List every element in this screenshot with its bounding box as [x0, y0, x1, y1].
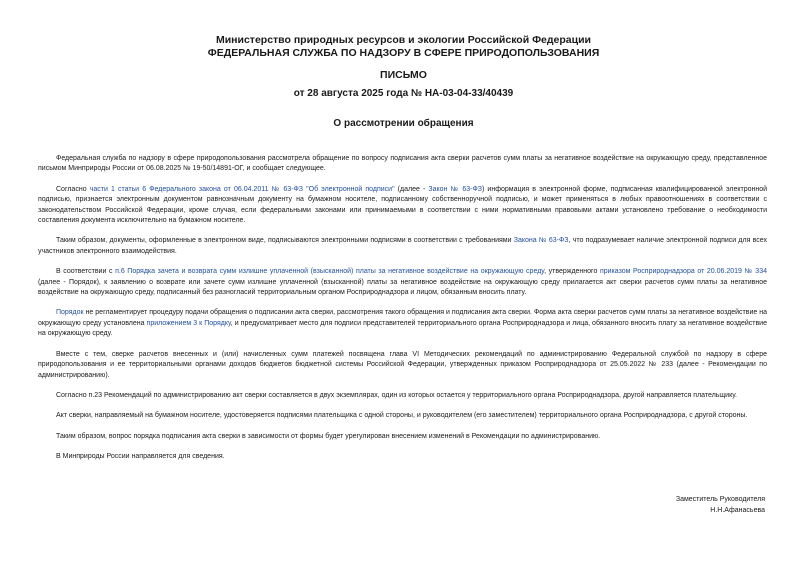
paragraph-text: (далее -: [394, 185, 429, 193]
paragraph-4: [38, 267, 767, 298]
paragraph-text: , и предусматривает место для подписи представителей территориального органа Росприроднадзора и лица, обязанного вносить плату за негативное воздействие на окружающую среду.: [38, 319, 767, 338]
paragraph-5: [38, 308, 767, 339]
paragraph-3: [38, 236, 767, 257]
signature-block: [676, 495, 765, 516]
paragraph-text: не регламентирует процедуру подачи обращения о подписании акта сверки, рассмотрения такого обращения и подписания акта сверки. Форма акта сверки расчетов сумм платы за негативное воздействие на окружающую среду установлена: [38, 309, 767, 327]
paragraph-text: (далее - Порядок), к заявлению о возврате или зачете сумм излишне уплаченной (взысканной) платы за негативное воздействие на окружающую среду прилагается акт сверки расчетов сумм платы за негативное воздействие на окружающую среду, подписанный без разногласий территориальным органом Росприроднадзора и лицом, обязанным вносить плату.: [38, 278, 767, 297]
paragraph-text: Согласно: [56, 185, 90, 193]
paragraph-text: ) информация в электронной форме, подписанная квалифицированной электронной подписью, признается электронным документом равнозначным документу на бумажном носителе, подписанному собственноручной подписью, и может применяться в любых правоотношениях в соответствии с законодательством Российской Федерации, кроме случая, если федеральными законами или принимаемыми в соответствии с ними нормативными правовыми актами установлено требование о необходимости составления документа исключительно на бумажном носителе.: [38, 185, 768, 225]
ministry-title: Министерство природных ресурсов и экологии Российской Федерации: [215, 34, 592, 46]
paragraph-6: Вместе с тем, сверке расчетов внесенных и (или) начисленных сумм платежей посвящена глава VI Методических рекомендаций по администрированию Федеральной службой по надзору в сфере природопользования и ее территориальными органами доходов бюджетов бюджетной системы Российской Федерации, утвержденных приказом Росприроднадзора от 25.05.2022 № 233 (далее - Рекомендации по администрированию).: [38, 350, 767, 379]
procedure-p6-link[interactable]: п.6 Порядка зачета и возврата сумм излишне уплаченной (взысканной) платы за негативное воздействие на окружающую среду: [115, 268, 545, 276]
appendix-3-link[interactable]: приложением 3 к Порядку: [146, 319, 231, 327]
paragraph-8: Акт сверки, направляемый на бумажном носителе, удостоверяется подписями плательщика с одной стороны, и руководителем (его заместителем) территориального органа Росприроднадзора, с другой стороны.: [56, 412, 748, 420]
paragraph-text: , утвержденного: [544, 268, 600, 276]
law-63fz-article-link[interactable]: части 1 статьи 6 Федерального закона от 06.04.2011 № 63-ФЗ "Об электронной подписи": [89, 185, 395, 193]
paragraph-1: Федеральная служба по надзору в сфере природопользования рассмотрела обращение по вопросу подписания акта сверки расчетов сумм платы за негативное воздействие на окружающую среду, представленное письмом Минприроды России от 06.08.2025 № 19-50/14891-ОГ, и сообщает следующее.: [38, 155, 767, 173]
paragraph-10: В Минприроды России направляется для сведения.: [56, 453, 225, 461]
paragraph-text: , что подразумевает наличие электронной подписи для всех участников электронного взаимодействия.: [38, 237, 767, 255]
order-334-link[interactable]: приказом Росприроднадзора от 20.06.2019 № 334: [599, 268, 767, 276]
paragraph-text: Таким образом, документы, оформленные в электронном виде, подписываются электронными подписями в соответствии с требованиями: [56, 237, 514, 245]
paragraph-9: Таким образом, вопрос порядка подписания акта сверки в зависимости от формы будет урегулирован внесением изменений в Рекомендации по администрированию.: [56, 432, 601, 440]
service-title: ФЕДЕРАЛЬНАЯ СЛУЖБА ПО НАДЗОРУ В СФЕРЕ ПРИРОДОПОЛЬЗОВАНИЯ: [207, 47, 600, 59]
law-63fz-link[interactable]: Закон № 63-ФЗ: [428, 185, 482, 193]
paragraph-7: Согласно п.23 Рекомендаций по администрированию акт сверки составляется в двух экземплярах, один из которых остается у территориального органа Росприроднадзора, другой направляется плательщику.: [56, 391, 737, 399]
procedure-link[interactable]: Порядок: [56, 309, 84, 317]
document-body: [38, 154, 767, 463]
paragraph-2: [38, 185, 767, 227]
signatory-position: Заместитель Руководителя: [675, 496, 765, 503]
document-type: ПИСЬМО: [380, 69, 427, 81]
signatory-name: Н.Н.Афанасьева: [710, 506, 765, 514]
document-date-number: от 28 августа 2025 года № НА-03-04-33/40439: [293, 88, 514, 99]
paragraph-text: В соответствии с: [56, 268, 116, 276]
law-63fz-link[interactable]: Закона № 63-ФЗ: [513, 237, 569, 245]
document-subject: О рассмотрении обращения: [333, 118, 474, 129]
